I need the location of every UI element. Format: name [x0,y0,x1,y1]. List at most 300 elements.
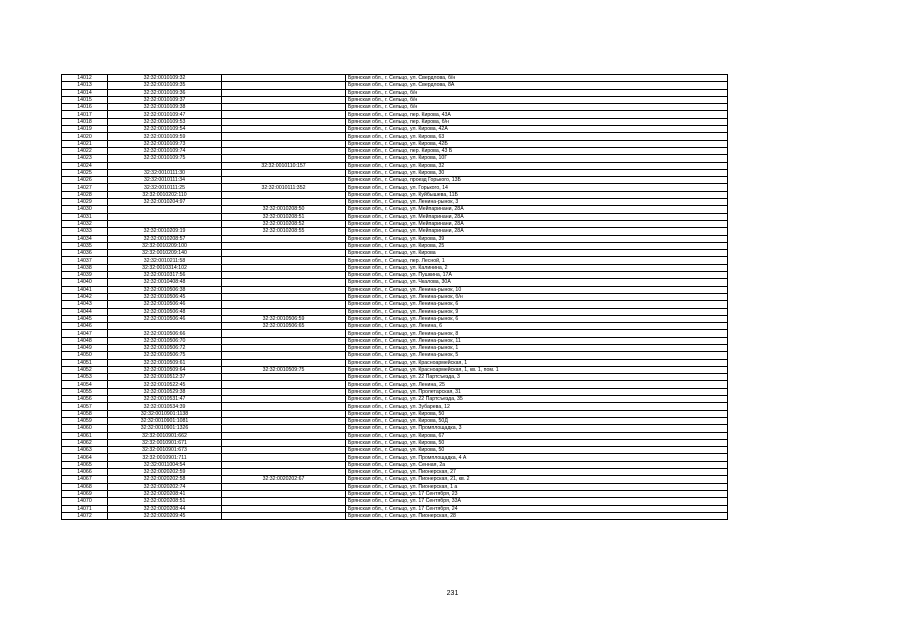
address-cell: Брянская обл., г. Сельцо, ул. Пионерская, 27 [346,469,728,476]
address-cell: Брянская обл., г. Сельцо, ул. Кирова, 42А [346,126,728,133]
cadastral-number-cell: 32:32:0020202:58 [108,476,222,483]
cadastral-number-cell: 32:32:0010109:36 [108,89,222,96]
table-row [62,147,728,154]
record-number-cell: 14019 [62,126,108,133]
address-cell: Брянская обл., г. Сельцо, ул. Мейпаринани, 28А [346,220,728,227]
address-cell: Брянская обл., г. Сельцо, ул. 17 Сентября, 33А [346,498,728,505]
address-cell: Брянская обл., г. Сельцо, ул. Калинина, 2 [346,264,728,271]
linked-cadastral-number-cell: 32:32:0010110:157 [222,162,346,169]
record-number-cell: 14012 [62,75,108,82]
linked-cadastral-number-cell [222,381,346,388]
page-number: 231 [446,590,459,597]
address-cell: Брянская обл., г. Сельцо, ул. Мейпаринани, 28А [346,213,728,220]
linked-cadastral-number-cell [222,75,346,82]
address-cell: Брянская обл., г. Сельцо, ул. Ленина-рынок, 8 [346,330,728,337]
address-cell: Брянская обл., г. Сельцо, ул. 17 Сентября, 23 [346,490,728,497]
table-row [62,381,728,388]
linked-cadastral-number-cell: 32:32:0010506:59 [222,315,346,322]
record-number-cell: 14015 [62,96,108,103]
table-row [62,374,728,381]
cadastral-number-cell: 32:32:0020202:59 [108,469,222,476]
table-row [62,155,728,162]
address-cell: Брянская обл., г. Сельцо, ул. Пионерская, 28 [346,512,728,519]
address-cell: Брянская обл., г. Сельцо, ул. Ленина-рынок, 1 [346,344,728,351]
table-row [62,315,728,322]
cadastral-number-cell: 32:32:0010109:53 [108,118,222,125]
cadastral-number-cell: 32:32:0010506:45 [108,293,222,300]
table-row [62,301,728,308]
table-row [62,410,728,417]
table-row [62,220,728,227]
address-cell: Брянская обл., г. Сельцо, ул. 17 Сентября, 24 [346,505,728,512]
register-table-body [62,75,728,520]
record-number-cell: 14053 [62,374,108,381]
linked-cadastral-number-cell [222,308,346,315]
cadastral-number-cell: 32:32:0010531:47 [108,396,222,403]
linked-cadastral-number-cell [222,301,346,308]
cadastral-number-cell: 32:32:0010109:32 [108,75,222,82]
cadastral-number-cell: 32:32:0010529:38 [108,388,222,395]
record-number-cell: 14066 [62,469,108,476]
table-row [62,89,728,96]
record-number-cell: 14052 [62,366,108,373]
record-number-cell: 14057 [62,403,108,410]
cadastral-number-cell: 32:32:0020208:41 [108,490,222,497]
cadastral-number-cell: 32:32:0010534:39 [108,403,222,410]
linked-cadastral-number-cell [222,447,346,454]
table-row [62,75,728,82]
record-number-cell: 14071 [62,505,108,512]
table-row [62,133,728,140]
linked-cadastral-number-cell [222,359,346,366]
cadastral-number-cell: 32:32:0010111:30 [108,169,222,176]
cadastral-number-cell: 32:32:0020208:51 [108,498,222,505]
linked-cadastral-number-cell [222,388,346,395]
cadastral-number-cell: 32:32:0020202:74 [108,483,222,490]
linked-cadastral-number-cell [222,337,346,344]
cadastral-number-cell: 32:32:0010512:37 [108,374,222,381]
linked-cadastral-number-cell [222,286,346,293]
table-row [62,235,728,242]
record-number-cell: 14033 [62,228,108,235]
cadastral-number-cell: 32:32:0010208:57 [108,235,222,242]
linked-cadastral-number-cell [222,483,346,490]
cadastral-number-cell: 32:32:0010109:47 [108,111,222,118]
record-number-cell: 14048 [62,337,108,344]
cadastral-number-cell: 32:32:0010204:97 [108,199,222,206]
address-cell: Брянская обл., г. Сельцо, б/н [346,104,728,111]
record-number-cell: 14046 [62,323,108,330]
address-cell: Брянская обл., г. Сельцо, ул. Кирова, 50 [346,447,728,454]
record-number-cell: 14045 [62,315,108,322]
address-cell: Брянская обл., г. Сельцо, ул. Сенная, 2а [346,461,728,468]
record-number-cell: 14042 [62,293,108,300]
record-number-cell: 14028 [62,191,108,198]
address-cell: Брянская обл., г. Сельцо, ул. Кирова, 50Д [346,417,728,424]
address-cell: Брянская обл., г. Сельцо, ул. Красноармейская, 1, кв. 1, пом. 1 [346,366,728,373]
record-number-cell: 14032 [62,220,108,227]
linked-cadastral-number-cell: 32:32:0010506:65 [222,323,346,330]
record-number-cell: 14070 [62,498,108,505]
address-cell: Брянская обл., г. Сельцо, проезд Горького, 13Б [346,177,728,184]
table-row [62,111,728,118]
address-cell: Брянская обл., г. Сельцо, б/н [346,96,728,103]
table-row [62,272,728,279]
address-cell: Брянская обл., г. Сельцо, пер. Лесной, 1 [346,257,728,264]
record-number-cell: 14025 [62,169,108,176]
table-row [62,505,728,512]
address-cell: Брянская обл., г. Сельцо, ул. Ленина-рынок, 11 [346,337,728,344]
cadastral-number-cell: 32:32:0010109:54 [108,126,222,133]
table-row [62,293,728,300]
record-number-cell: 14043 [62,301,108,308]
table-row [62,344,728,351]
cadastral-number-cell: 32:32:0011004:54 [108,461,222,468]
record-number-cell: 14047 [62,330,108,337]
record-number-cell: 14049 [62,344,108,351]
linked-cadastral-number-cell [222,250,346,257]
address-cell: Брянская обл., г. Сельцо, ул. Кирова, 42Б [346,140,728,147]
linked-cadastral-number-cell [222,454,346,461]
record-number-cell: 14022 [62,147,108,154]
record-number-cell: 14040 [62,279,108,286]
record-number-cell: 14034 [62,235,108,242]
table-row [62,512,728,519]
address-cell: Брянская обл., г. Сельцо, ул. Кирова, 63 [346,133,728,140]
linked-cadastral-number-cell [222,96,346,103]
address-cell: Брянская обл., г. Сельцо, ул. Ленина-рынок, б/н [346,293,728,300]
record-number-cell: 14069 [62,490,108,497]
linked-cadastral-number-cell [222,104,346,111]
table-row [62,498,728,505]
address-cell: Брянская обл., г. Сельцо, ул. Промплощадка, 3 [346,425,728,432]
address-cell: Брянская обл., г. Сельцо, пер. Кирова, б/н [346,118,728,125]
address-cell: Брянская обл., г. Сельцо, ул. Мейпаринани, 28А [346,228,728,235]
table-row [62,169,728,176]
cadastral-number-cell: 32:32:0010506:46 [108,315,222,322]
address-cell: Брянская обл., г. Сельцо, ул. Кирова, 39 [346,235,728,242]
address-cell: Брянская обл., г. Сельцо, ул. Чкалова, 30А [346,279,728,286]
address-cell: Брянская обл., г. Сельцо, ул. 22 Партсъезда, 3 [346,374,728,381]
table-row [62,82,728,89]
table-row [62,366,728,373]
table-row [62,242,728,249]
table-row [62,461,728,468]
table-row [62,447,728,454]
address-cell: Брянская обл., г. Сельцо, ул. Ленина-рынок, 3 [346,199,728,206]
record-number-cell: 14020 [62,133,108,140]
cadastral-number-cell: 32:32:0010509:64 [108,366,222,373]
record-number-cell: 14030 [62,206,108,213]
record-number-cell: 14021 [62,140,108,147]
record-number-cell: 14023 [62,155,108,162]
linked-cadastral-number-cell [222,111,346,118]
linked-cadastral-number-cell [222,469,346,476]
address-cell: Брянская обл., г. Сельцо, ул. Свердлова, б/н [346,75,728,82]
table-row [62,388,728,395]
table-row [62,403,728,410]
table-row [62,118,728,125]
address-cell: Брянская обл., г. Сельцо, ул. Зубарева, 12 [346,403,728,410]
cadastral-number-cell: 32:32:0010901:673 [108,447,222,454]
record-number-cell: 14063 [62,447,108,454]
linked-cadastral-number-cell [222,505,346,512]
cadastral-number-cell: 32:32:0010522:45 [108,381,222,388]
address-cell: Брянская обл., г. Сельцо, ул. Красноармейская, 1 [346,359,728,366]
cadastral-number-cell: 32:32:0010202:110 [108,191,222,198]
address-cell: Брянская обл., г. Сельцо, ул. 22 Партсъезда, 35 [346,396,728,403]
linked-cadastral-number-cell [222,374,346,381]
cadastral-number-cell: 32:32:0010109:73 [108,140,222,147]
table-row [62,352,728,359]
record-number-cell: 14039 [62,272,108,279]
record-number-cell: 14026 [62,177,108,184]
address-cell: Брянская обл., г. Сельцо, ул. Ленина, 6 [346,323,728,330]
table-row [62,184,728,191]
cadastral-number-cell [108,206,222,213]
cadastral-number-cell: 32:32:0010506:75 [108,352,222,359]
cadastral-number-cell: 32:32:0010408:48 [108,279,222,286]
linked-cadastral-number-cell: 32:32:0010208:52 [222,220,346,227]
cadastral-number-cell: 32:32:0010506:66 [108,330,222,337]
linked-cadastral-number-cell [222,461,346,468]
linked-cadastral-number-cell [222,396,346,403]
linked-cadastral-number-cell [222,191,346,198]
cadastral-number-cell: 32:32:0010209:19 [108,228,222,235]
record-number-cell: 14031 [62,213,108,220]
address-cell: Брянская обл., г. Сельцо, ул. Кирова, 32 [346,162,728,169]
linked-cadastral-number-cell [222,417,346,424]
address-cell: Брянская обл., г. Сельцо, ул. Пролетарская, 31 [346,388,728,395]
cadastral-number-cell: 32:32:0010506:46 [108,301,222,308]
record-number-cell: 14041 [62,286,108,293]
linked-cadastral-number-cell [222,199,346,206]
linked-cadastral-number-cell [222,257,346,264]
address-cell: Брянская обл., г. Сельцо, ул. Горького, 14 [346,184,728,191]
table-row [62,213,728,220]
record-number-cell: 14014 [62,89,108,96]
linked-cadastral-number-cell: 32:32:0010509:75 [222,366,346,373]
table-row [62,490,728,497]
address-cell: Брянская обл., г. Сельцо, пер. Кирова, 43А [346,111,728,118]
cadastral-number-cell: 32:32:0010901:1138 [108,410,222,417]
address-cell: Брянская обл., г. Сельцо, ул. Ленина-рынок, 10 [346,286,728,293]
table-row [62,206,728,213]
table-row [62,476,728,483]
cadastral-number-cell [108,162,222,169]
record-number-cell: 14024 [62,162,108,169]
address-cell: Брянская обл., г. Сельцо, ул. Кирова, 30 [346,169,728,176]
linked-cadastral-number-cell [222,293,346,300]
linked-cadastral-number-cell [222,344,346,351]
table-row [62,257,728,264]
table-row [62,308,728,315]
table-row [62,140,728,147]
table-row [62,279,728,286]
record-number-cell: 14051 [62,359,108,366]
linked-cadastral-number-cell [222,147,346,154]
cadastral-number-cell: 32:32:0010111:25 [108,184,222,191]
cadastral-number-cell: 32:32:0010901:662 [108,432,222,439]
record-number-cell: 14013 [62,82,108,89]
cadastral-number-cell: 32:32:0010109:59 [108,133,222,140]
cadastral-number-cell: 32:32:0010506:48 [108,308,222,315]
linked-cadastral-number-cell [222,272,346,279]
cadastral-number-cell: 32:32:0020208:44 [108,505,222,512]
linked-cadastral-number-cell [222,155,346,162]
address-cell: Брянская обл., г. Сельцо, ул. Куйбышева, 11Б [346,191,728,198]
table-row [62,469,728,476]
linked-cadastral-number-cell [222,169,346,176]
address-cell: Брянская обл., г. Сельцо, ул. Пионерская, 1 а [346,483,728,490]
record-number-cell: 14027 [62,184,108,191]
table-row [62,162,728,169]
linked-cadastral-number-cell [222,498,346,505]
cadastral-number-cell [108,220,222,227]
record-number-cell: 14055 [62,388,108,395]
linked-cadastral-number-cell: 32:32:0010208:55 [222,228,346,235]
linked-cadastral-number-cell: 32:32:0010208:50 [222,206,346,213]
cadastral-number-cell: 32:32:0010506:70 [108,337,222,344]
record-number-cell: 14054 [62,381,108,388]
address-cell: Брянская обл., г. Сельцо, б/н [346,89,728,96]
linked-cadastral-number-cell [222,264,346,271]
cadastral-number-cell: 32:32:0010506:72 [108,344,222,351]
linked-cadastral-number-cell [222,403,346,410]
cadastral-number-cell: 32:32:0010901:671 [108,439,222,446]
record-number-cell: 14062 [62,439,108,446]
linked-cadastral-number-cell [222,279,346,286]
cadastral-number-cell: 32:32:0010109:35 [108,82,222,89]
table-row [62,483,728,490]
cadastral-number-cell: 32:32:0010901:1081 [108,417,222,424]
table-row [62,330,728,337]
record-number-cell: 14029 [62,199,108,206]
cadastral-number-cell: 32:32:0010314:102 [108,264,222,271]
register-table [61,74,728,520]
cadastral-number-cell: 32:32:0010111:34 [108,177,222,184]
record-number-cell: 14064 [62,454,108,461]
linked-cadastral-number-cell [222,490,346,497]
table-row [62,126,728,133]
linked-cadastral-number-cell [222,140,346,147]
address-cell: Брянская обл., г. Сельцо, ул. Кирова, 25 [346,242,728,249]
address-cell: Брянская обл., г. Сельцо, ул. Кирова, 67 [346,432,728,439]
table-row [62,425,728,432]
linked-cadastral-number-cell [222,118,346,125]
table-row [62,264,728,271]
cadastral-number-cell: 32:32:0010506:38 [108,286,222,293]
table-row [62,191,728,198]
record-number-cell: 14067 [62,476,108,483]
address-cell: Брянская обл., г. Сельцо, ул. Пионерская, 21, кв. 2 [346,476,728,483]
address-cell: Брянская обл., г. Сельцо, ул. Пушкина, 17А [346,272,728,279]
linked-cadastral-number-cell [222,235,346,242]
address-cell: Брянская обл., г. Сельцо, ул. Ленина-рынок, 6 [346,301,728,308]
cadastral-number-cell: 32:32:0010109:74 [108,147,222,154]
table-row [62,417,728,424]
address-cell: Брянская обл., г. Сельцо, пер. Кирова, 43 Б [346,147,728,154]
linked-cadastral-number-cell [222,89,346,96]
record-number-cell: 14016 [62,104,108,111]
record-number-cell: 14035 [62,242,108,249]
record-number-cell: 14072 [62,512,108,519]
linked-cadastral-number-cell [222,126,346,133]
address-cell: Брянская обл., г. Сельцо, ул. Кирова [346,250,728,257]
table-row [62,439,728,446]
address-cell: Брянская обл., г. Сельцо, ул. Ленина-рынок, 5 [346,352,728,359]
table-row [62,96,728,103]
record-number-cell: 14017 [62,111,108,118]
cadastral-number-cell [108,323,222,330]
linked-cadastral-number-cell [222,133,346,140]
cadastral-number-cell: 32:32:0010109:38 [108,104,222,111]
cadastral-number-cell: 32:32:0010317:56 [108,272,222,279]
table-row [62,199,728,206]
table-row [62,454,728,461]
cadastral-number-cell: 32:32:0020209:45 [108,512,222,519]
address-cell: Брянская обл., г. Сельцо, ул. Промплощадка, 4 А [346,454,728,461]
table-row [62,104,728,111]
record-number-cell: 14036 [62,250,108,257]
linked-cadastral-number-cell [222,82,346,89]
record-number-cell: 14060 [62,425,108,432]
record-number-cell: 14059 [62,417,108,424]
linked-cadastral-number-cell [222,432,346,439]
table-row [62,177,728,184]
cadastral-number-cell: 32:32:0010109:37 [108,96,222,103]
record-number-cell: 14044 [62,308,108,315]
cadastral-number-cell: 32:32:0010209:100 [108,242,222,249]
record-number-cell: 14068 [62,483,108,490]
record-number-cell: 14018 [62,118,108,125]
record-number-cell: 14038 [62,264,108,271]
table-row [62,396,728,403]
record-number-cell: 14037 [62,257,108,264]
linked-cadastral-number-cell [222,512,346,519]
table-row [62,359,728,366]
table-row [62,250,728,257]
cadastral-number-cell: 32:32:0010109:75 [108,155,222,162]
address-cell: Брянская обл., г. Сельцо, ул. Мейпаринани, 28А [346,206,728,213]
table-row [62,337,728,344]
linked-cadastral-number-cell [222,242,346,249]
record-number-cell: 14065 [62,461,108,468]
address-cell: Брянская обл., г. Сельцо, ул. Ленина, 25 [346,381,728,388]
linked-cadastral-number-cell [222,177,346,184]
record-number-cell: 14050 [62,352,108,359]
cadastral-number-cell: 32:32:0010901:1326 [108,425,222,432]
address-cell: Брянская обл., г. Сельцо, ул. Ленина-рынок, 6 [346,315,728,322]
record-number-cell: 14061 [62,432,108,439]
table-row [62,432,728,439]
address-cell: Брянская обл., г. Сельцо, ул. Ленина-рынок, 9 [346,308,728,315]
address-cell: Брянская обл., г. Сельцо, ул. Кирова, 50 [346,439,728,446]
table-row [62,323,728,330]
cadastral-number-cell: 32:32:0010901:711 [108,454,222,461]
cadastral-number-cell: 32:32:0010509:61 [108,359,222,366]
linked-cadastral-number-cell: 32:32:0010208:51 [222,213,346,220]
linked-cadastral-number-cell: 32:32:0020202:67 [222,476,346,483]
cadastral-number-cell [108,213,222,220]
address-cell: Брянская обл., г. Сельцо, ул. Кирова, 50 [346,410,728,417]
record-number-cell: 14058 [62,410,108,417]
linked-cadastral-number-cell [222,410,346,417]
linked-cadastral-number-cell [222,352,346,359]
linked-cadastral-number-cell: 32:32:0010111:352 [222,184,346,191]
linked-cadastral-number-cell [222,439,346,446]
cadastral-number-cell: 32:32:0010209:140 [108,250,222,257]
